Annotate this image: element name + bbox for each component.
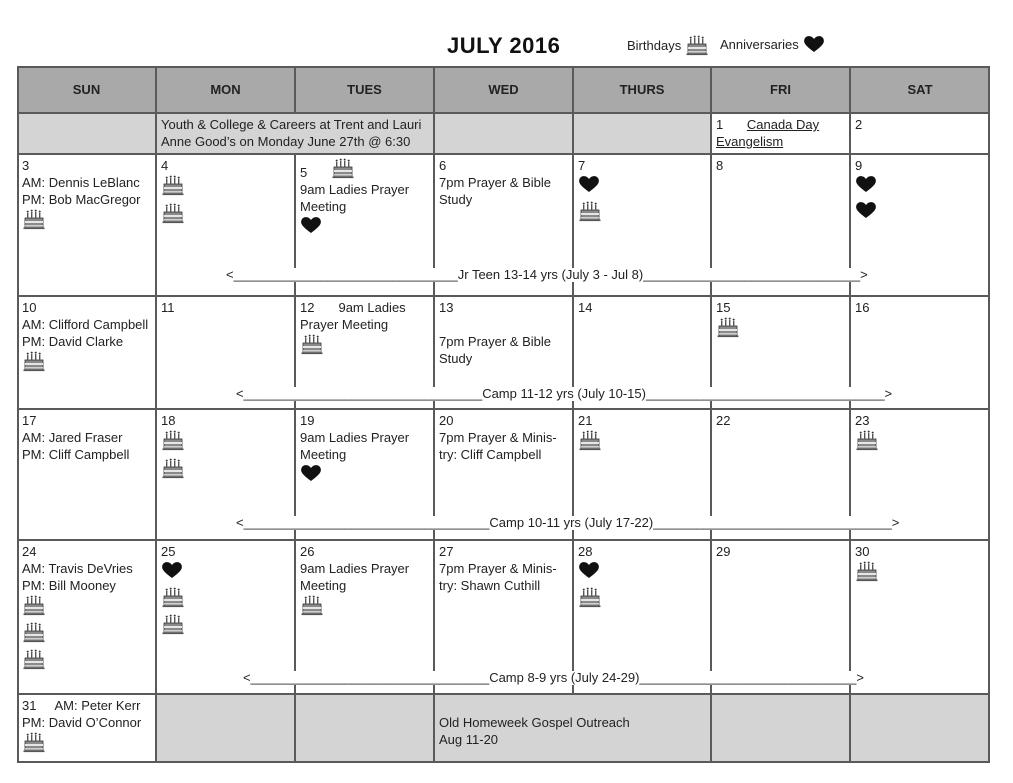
pm-speaker: PM: David O’Connor: [22, 715, 142, 730]
birthday-cake-icon: [22, 648, 46, 670]
outreach-dates: Aug 11-20: [439, 732, 499, 747]
camp-banner-10-11: [235, 516, 900, 530]
banner-arrow-left: <_________________________________: [236, 386, 483, 401]
outreach-cell: [434, 694, 711, 763]
am-speaker: AM: Travis DeVries: [22, 561, 133, 576]
page-title: JULY 2016: [447, 33, 561, 58]
day-header-sun: SUN: [17, 66, 156, 113]
day-cell-2: [850, 113, 990, 154]
legend-birthdays-label: Birthdays: [627, 37, 682, 53]
day-number: 28: [578, 544, 593, 559]
day-header-tue: TUES: [295, 66, 434, 113]
grid-line: [17, 295, 990, 297]
camp-banner-8-9: [242, 671, 865, 685]
pm-speaker: PM: Bill Mooney: [22, 578, 116, 593]
grid-line: [710, 66, 712, 763]
heart-icon: [855, 174, 877, 194]
event-line: 7pm Prayer & Minis-: [439, 430, 557, 445]
day-number: 22: [716, 413, 731, 428]
day-cell-24: [17, 540, 156, 694]
birthday-cake-icon: [855, 560, 879, 582]
am-speaker: AM: Peter Kerr: [54, 698, 141, 713]
am-speaker: AM: Clifford Campbell: [22, 317, 149, 332]
empty-cell: [573, 113, 711, 154]
day-header-mon: MON: [156, 66, 295, 113]
day-number: 11: [161, 300, 175, 315]
grid-line: [572, 66, 574, 694]
heart-icon: [855, 200, 877, 220]
event-line: Study: [439, 351, 473, 366]
canada-day-link[interactable]: Canada Day: [746, 117, 820, 132]
event-line: Prayer Meeting: [300, 317, 389, 332]
banner-arrow-right: ______________________________>: [643, 267, 868, 282]
birthday-cake-icon: [300, 594, 324, 616]
day-cell-17: [17, 409, 156, 540]
birthday-cake-icon: [300, 333, 324, 355]
legend-birthdays: [627, 34, 709, 56]
birthday-cake-icon: [685, 34, 709, 56]
pm-speaker: PM: Cliff Campbell: [22, 447, 130, 462]
day-header-wed: WED: [434, 66, 573, 113]
day-number: 18: [161, 413, 176, 428]
banner-text: Camp 10-11 yrs (July 17-22): [489, 515, 654, 530]
day-header-thu: THURS: [573, 66, 711, 113]
banner-arrow-right: _________________________________>: [653, 515, 900, 530]
grid-line: [155, 66, 157, 763]
day-number: 15: [716, 300, 731, 315]
birthday-cake-icon: [161, 457, 185, 479]
day-number: 16: [855, 300, 870, 315]
event-line: 9am Ladies Prayer: [300, 430, 410, 445]
event-line: try: Shawn Cuthill: [439, 578, 541, 593]
banner-arrow-left: <_________________________________: [243, 670, 490, 685]
banner-arrow-right: ______________________________>: [639, 670, 864, 685]
day-number: 19: [300, 413, 315, 428]
day-cell-1: [711, 113, 850, 154]
heart-icon: [578, 560, 600, 580]
legend-anniversaries-label: Anniversaries: [720, 36, 799, 52]
day-number: 25: [161, 544, 176, 559]
grid-line: [988, 66, 990, 763]
birthday-cake-icon: [161, 202, 185, 224]
banner-arrow-right: _________________________________>: [645, 386, 893, 401]
birthday-cake-icon: [578, 586, 602, 608]
event-line: 9am Ladies Prayer: [300, 182, 410, 197]
birthday-cake-icon: [578, 429, 602, 451]
pm-speaker: PM: David Clarke: [22, 334, 124, 349]
birthday-cake-icon: [578, 200, 602, 222]
day-number: 13: [439, 300, 454, 315]
day-number: 26: [300, 544, 315, 559]
pm-speaker: PM: Bob MacGregor: [22, 192, 141, 207]
event-line: Study: [439, 192, 473, 207]
empty-cell: [711, 694, 850, 763]
birthday-cake-icon: [161, 174, 185, 196]
event-line: 7pm Prayer & Bible: [439, 334, 551, 349]
day-header-sat: SAT: [850, 66, 990, 113]
day-number: 30: [855, 544, 870, 559]
heart-icon: [803, 34, 825, 54]
youth-note-cell: [156, 113, 434, 154]
day-number: 8: [716, 158, 724, 173]
outreach-title: Old Homeweek Gospel Outreach: [439, 715, 630, 730]
youth-note-line1: Youth & College & Careers at Trent and Lauri: [161, 117, 422, 132]
calendar-grid: [17, 66, 990, 763]
event-line: 7pm Prayer & Bible: [439, 175, 551, 190]
grid-line: [17, 408, 990, 410]
camp-banner-11-12: [235, 387, 893, 401]
grid-line: [17, 539, 990, 541]
birthday-cake-icon: [22, 208, 46, 230]
event-line: Meeting: [300, 578, 347, 593]
event-line: 9am Ladies: [338, 300, 406, 315]
day-cell-3: [17, 154, 156, 296]
am-speaker: AM: Jared Fraser: [22, 430, 123, 445]
grid-line: [17, 153, 990, 155]
day-number: 24: [22, 544, 37, 559]
day-number: 27: [439, 544, 454, 559]
birthday-cake-icon: [22, 621, 46, 643]
grid-line: [849, 66, 851, 763]
grid-line: [17, 761, 990, 763]
heart-icon: [578, 174, 600, 194]
banner-arrow-left: <__________________________________: [236, 515, 490, 530]
grid-line: [17, 66, 19, 763]
empty-cell: [17, 113, 156, 154]
grid-line: [17, 112, 990, 114]
birthday-cake-icon: [22, 594, 46, 616]
day-number: 17: [22, 413, 37, 428]
evangelism-link[interactable]: Evangelism: [716, 134, 784, 149]
day-cell-9: [850, 154, 990, 296]
day-number: 12: [300, 300, 315, 315]
day-number: 29: [716, 544, 731, 559]
day-cell-30: [850, 540, 990, 694]
day-number: 20: [439, 413, 454, 428]
heart-icon: [300, 215, 322, 235]
day-number: 21: [578, 413, 593, 428]
day-number: 6: [439, 158, 447, 173]
banner-text: Jr Teen 13-14 yrs (July 3 - Jul 8): [457, 267, 644, 282]
day-number: 14: [578, 300, 593, 315]
heart-icon: [300, 463, 322, 483]
day-number: 31: [22, 698, 37, 713]
birthday-cake-icon: [331, 157, 355, 179]
banner-text: Camp 11-12 yrs (July 10-15): [482, 386, 646, 401]
day-number: 23: [855, 413, 870, 428]
event-line: 7pm Prayer & Minis-: [439, 561, 557, 576]
birthday-cake-icon: [161, 613, 185, 635]
event-line: Meeting: [300, 447, 347, 462]
legend-anniversaries: [720, 34, 825, 54]
banner-text: Camp 8-9 yrs (July 24-29): [489, 670, 640, 685]
empty-cell: [850, 694, 990, 763]
day-number: 5: [300, 165, 308, 180]
birthday-cake-icon: [161, 586, 185, 608]
event-line: Meeting: [300, 199, 347, 214]
day-number: 7: [578, 158, 586, 173]
grid-line: [433, 66, 435, 763]
camp-banner-jr-teen: [225, 268, 869, 282]
grid-line: [17, 693, 990, 695]
day-number: 10: [22, 300, 37, 315]
birthday-cake-icon: [716, 316, 740, 338]
day-number: 2: [855, 117, 863, 132]
day-cell-31: [17, 694, 156, 763]
banner-arrow-left: <_______________________________: [226, 267, 458, 282]
birthday-cake-icon: [22, 350, 46, 372]
empty-cell: [156, 694, 295, 763]
am-speaker: AM: Dennis LeBlanc: [22, 175, 140, 190]
event-line: 9am Ladies Prayer: [300, 561, 410, 576]
day-number: 1: [716, 117, 724, 132]
day-number: 4: [161, 158, 169, 173]
empty-cell: [434, 113, 573, 154]
day-header-fri: FRI: [711, 66, 850, 113]
day-cell-10: [17, 296, 156, 409]
day-number: 9: [855, 158, 863, 173]
empty-cell: [295, 694, 434, 763]
birthday-cake-icon: [22, 731, 46, 753]
event-line: try: Cliff Campbell: [439, 447, 542, 462]
birthday-cake-icon: [855, 429, 879, 451]
youth-note-line2: Anne Good’s on Monday June 27th @ 6:30: [161, 134, 411, 149]
grid-line: [17, 66, 990, 68]
day-number: 3: [22, 158, 30, 173]
grid-line: [294, 66, 296, 113]
birthday-cake-icon: [161, 429, 185, 451]
heart-icon: [161, 560, 183, 580]
